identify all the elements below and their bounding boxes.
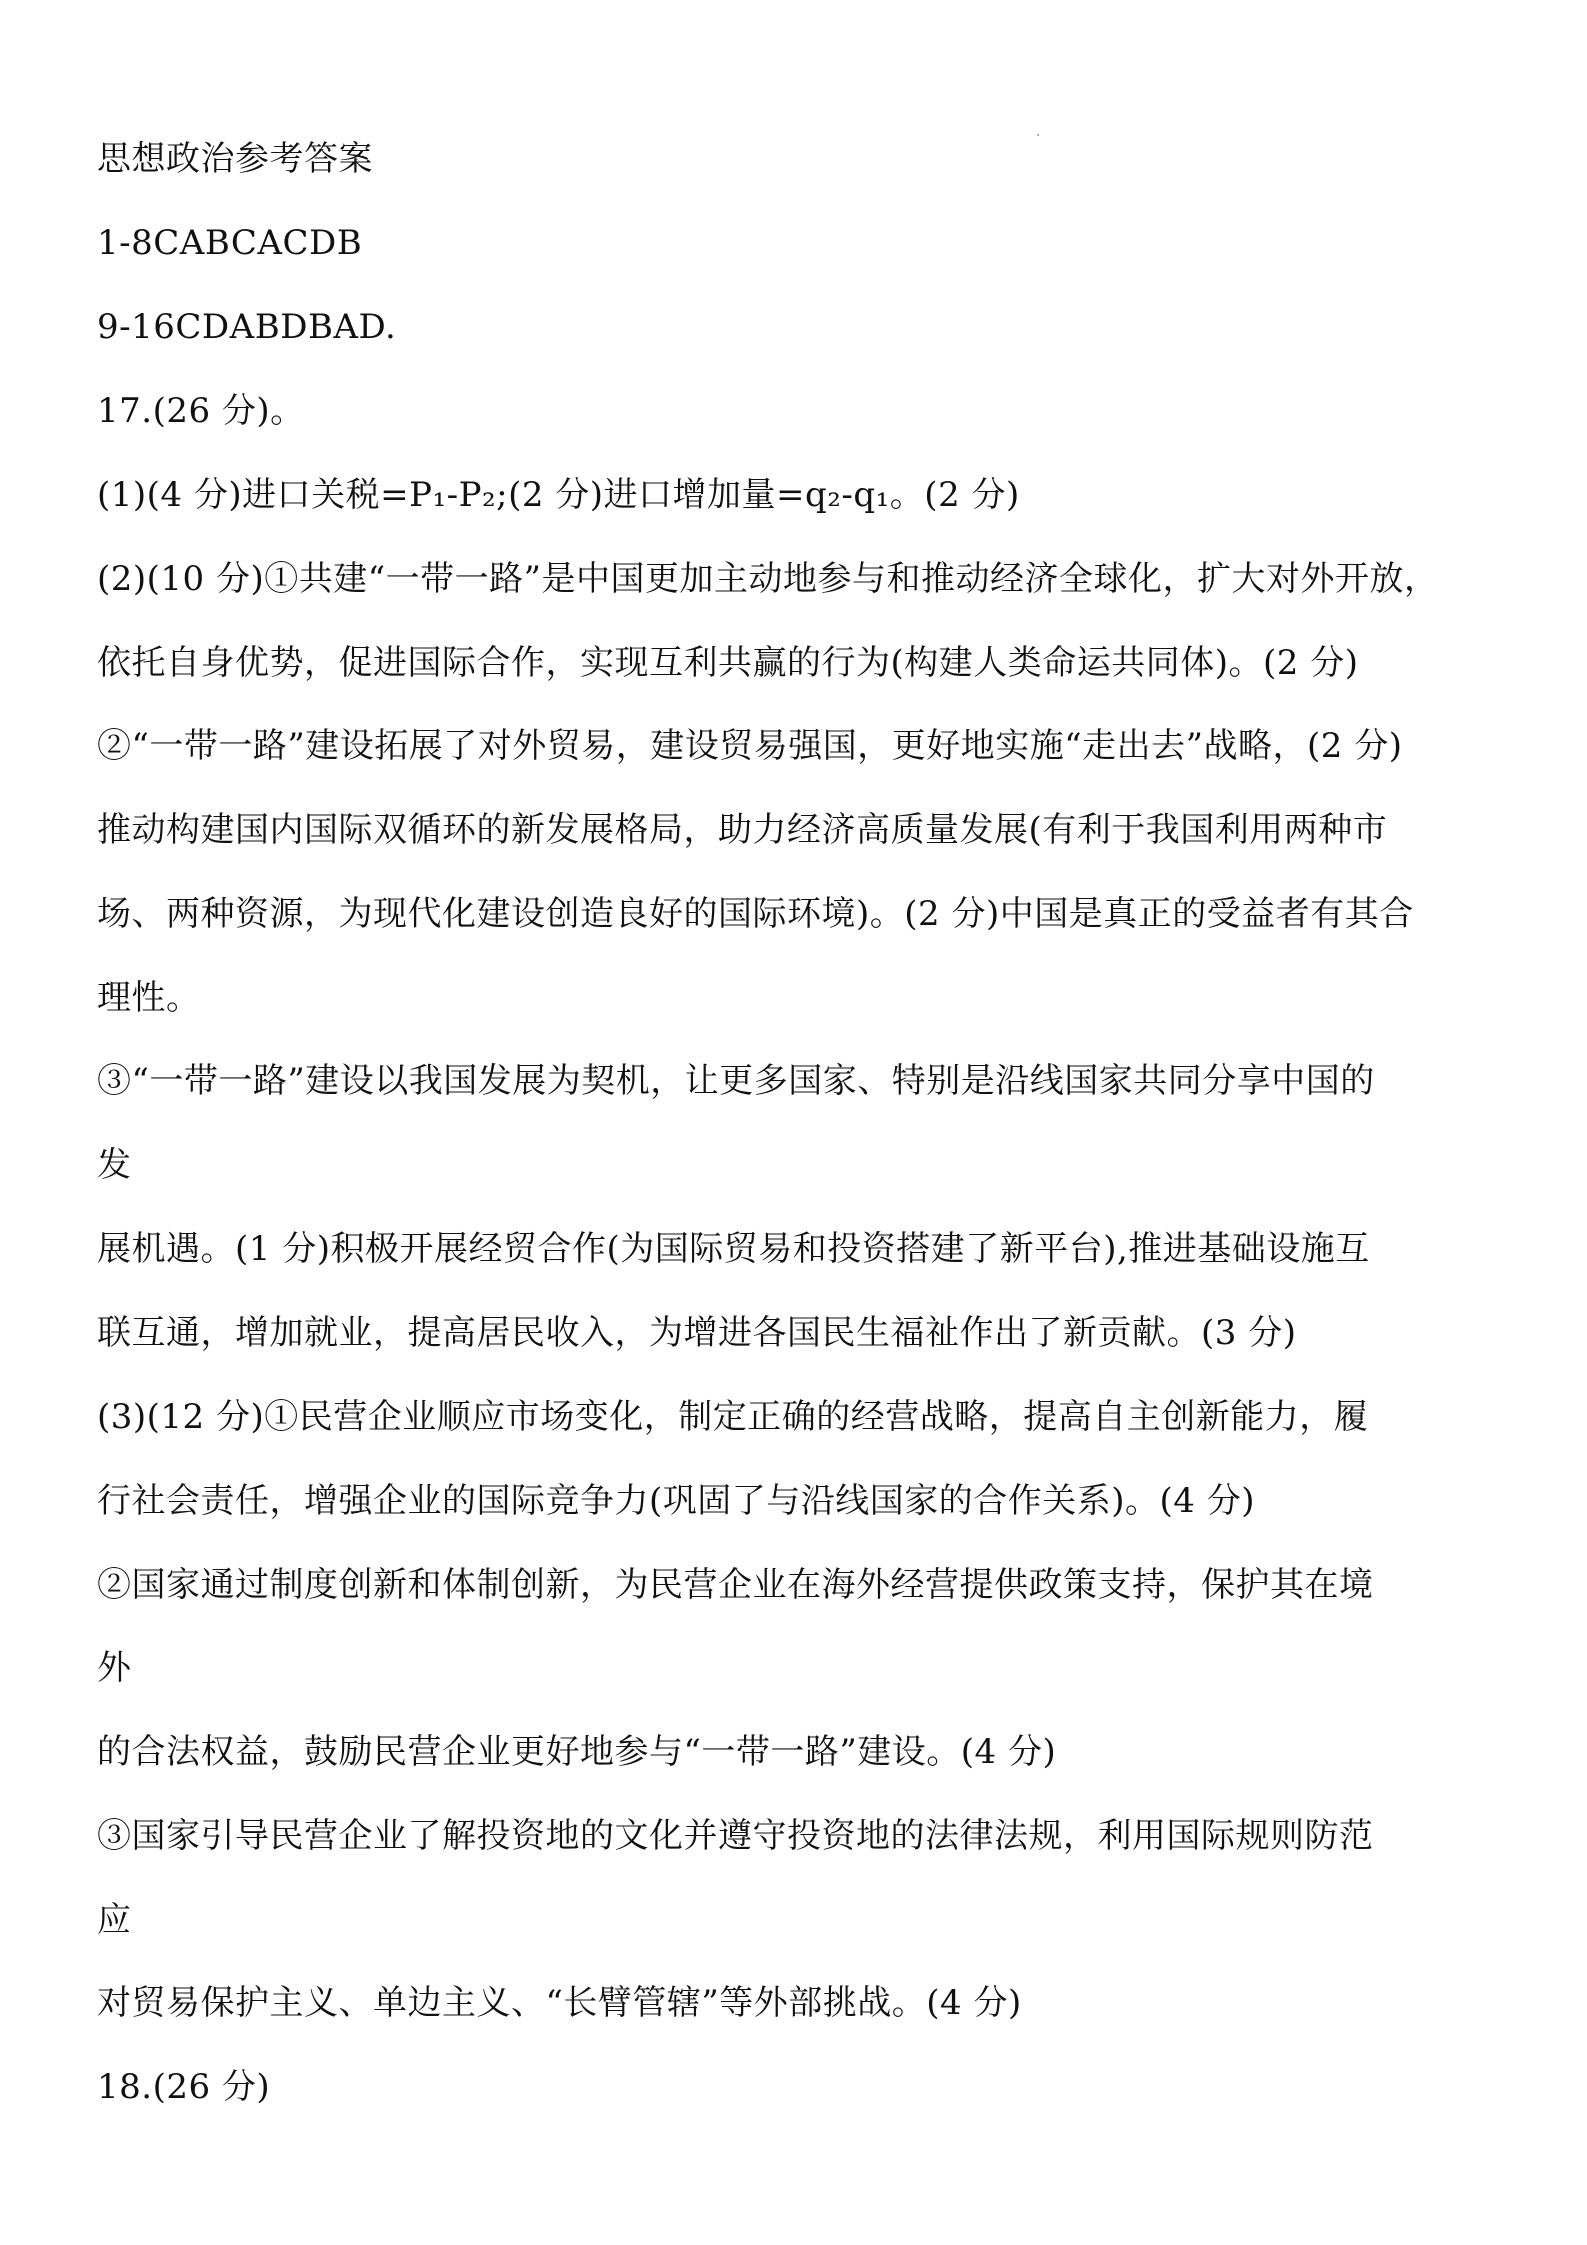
answer-line: ③“一带一路”建设以我国发展为契机，让更多国家、特别是沿线国家共同分享中国的: [97, 1061, 1375, 1101]
answer-line: 行社会责任，增强企业的国际竞争力(巩固了与沿线国家的合作关系)。(4 分): [97, 1481, 1255, 1521]
answer-line: 外: [97, 1648, 132, 1688]
answer-line: (2)(10 分)①共建“一带一路”是中国更加主动地参与和推动经济全球化，扩大对外开放，: [97, 559, 1439, 599]
answer-line: ②“一带一路”建设拓展了对外贸易，建设贸易强国，更好地实施“走出去”战略，(2 分): [97, 726, 1403, 766]
answer-line: 展机遇。(1 分)积极开展经贸合作(为国际贸易和投资搭建了新平台),推进基础设施互: [97, 1229, 1370, 1269]
scan-speck: [1037, 134, 1039, 136]
answer-line: 联互通，增加就业，提高居民收入，为增进各国民生福祉作出了新贡献。(3 分): [97, 1313, 1297, 1353]
answer-line: ③国家引导民营企业了解投资地的文化并遵守投资地的法律法规，利用国际规则防范: [97, 1816, 1374, 1856]
answer-line: 对贸易保护主义、单边主义、“长臂管辖”等外部挑战。(4 分): [97, 1983, 1022, 2023]
answer-line: 推动构建国内国际双循环的新发展格局，助力经济高质量发展(有利于我国利用两种市: [97, 810, 1388, 850]
answer-line: 理性。: [97, 978, 201, 1018]
answer-line: (1)(4 分)进口关税=P₁-P₂;(2 分)进口增加量=q₂-q₁。(2 分): [97, 475, 1020, 515]
answer-line: 1-8CABCACDB: [97, 223, 363, 263]
question-heading: 17.(26 分)。: [97, 391, 305, 431]
question-heading: 18.(26 分): [97, 2067, 271, 2107]
answer-line: (3)(12 分)①民营企业顺应市场变化，制定正确的经营战略，提高自主创新能力，履: [97, 1397, 1369, 1437]
document-title: 思想政治参考答案: [97, 139, 373, 179]
answer-line: ②国家通过制度创新和体制创新，为民营企业在海外经营提供政策支持，保护其在境: [97, 1565, 1374, 1605]
answer-line: 发: [97, 1145, 132, 1185]
answer-line: 应: [97, 1900, 132, 1940]
answer-line: 9-16CDABDBAD.: [97, 307, 397, 347]
answer-line: 依托自身优势，促进国际合作，实现互利共赢的行为(构建人类命运共同体)。(2 分): [97, 643, 1359, 683]
answer-line: 的合法权益，鼓励民营企业更好地参与“一带一路”建设。(4 分): [97, 1732, 1057, 1772]
answer-line: 场、两种资源，为现代化建设创造良好的国际环境)。(2 分)中国是真正的受益者有其合: [97, 894, 1414, 934]
